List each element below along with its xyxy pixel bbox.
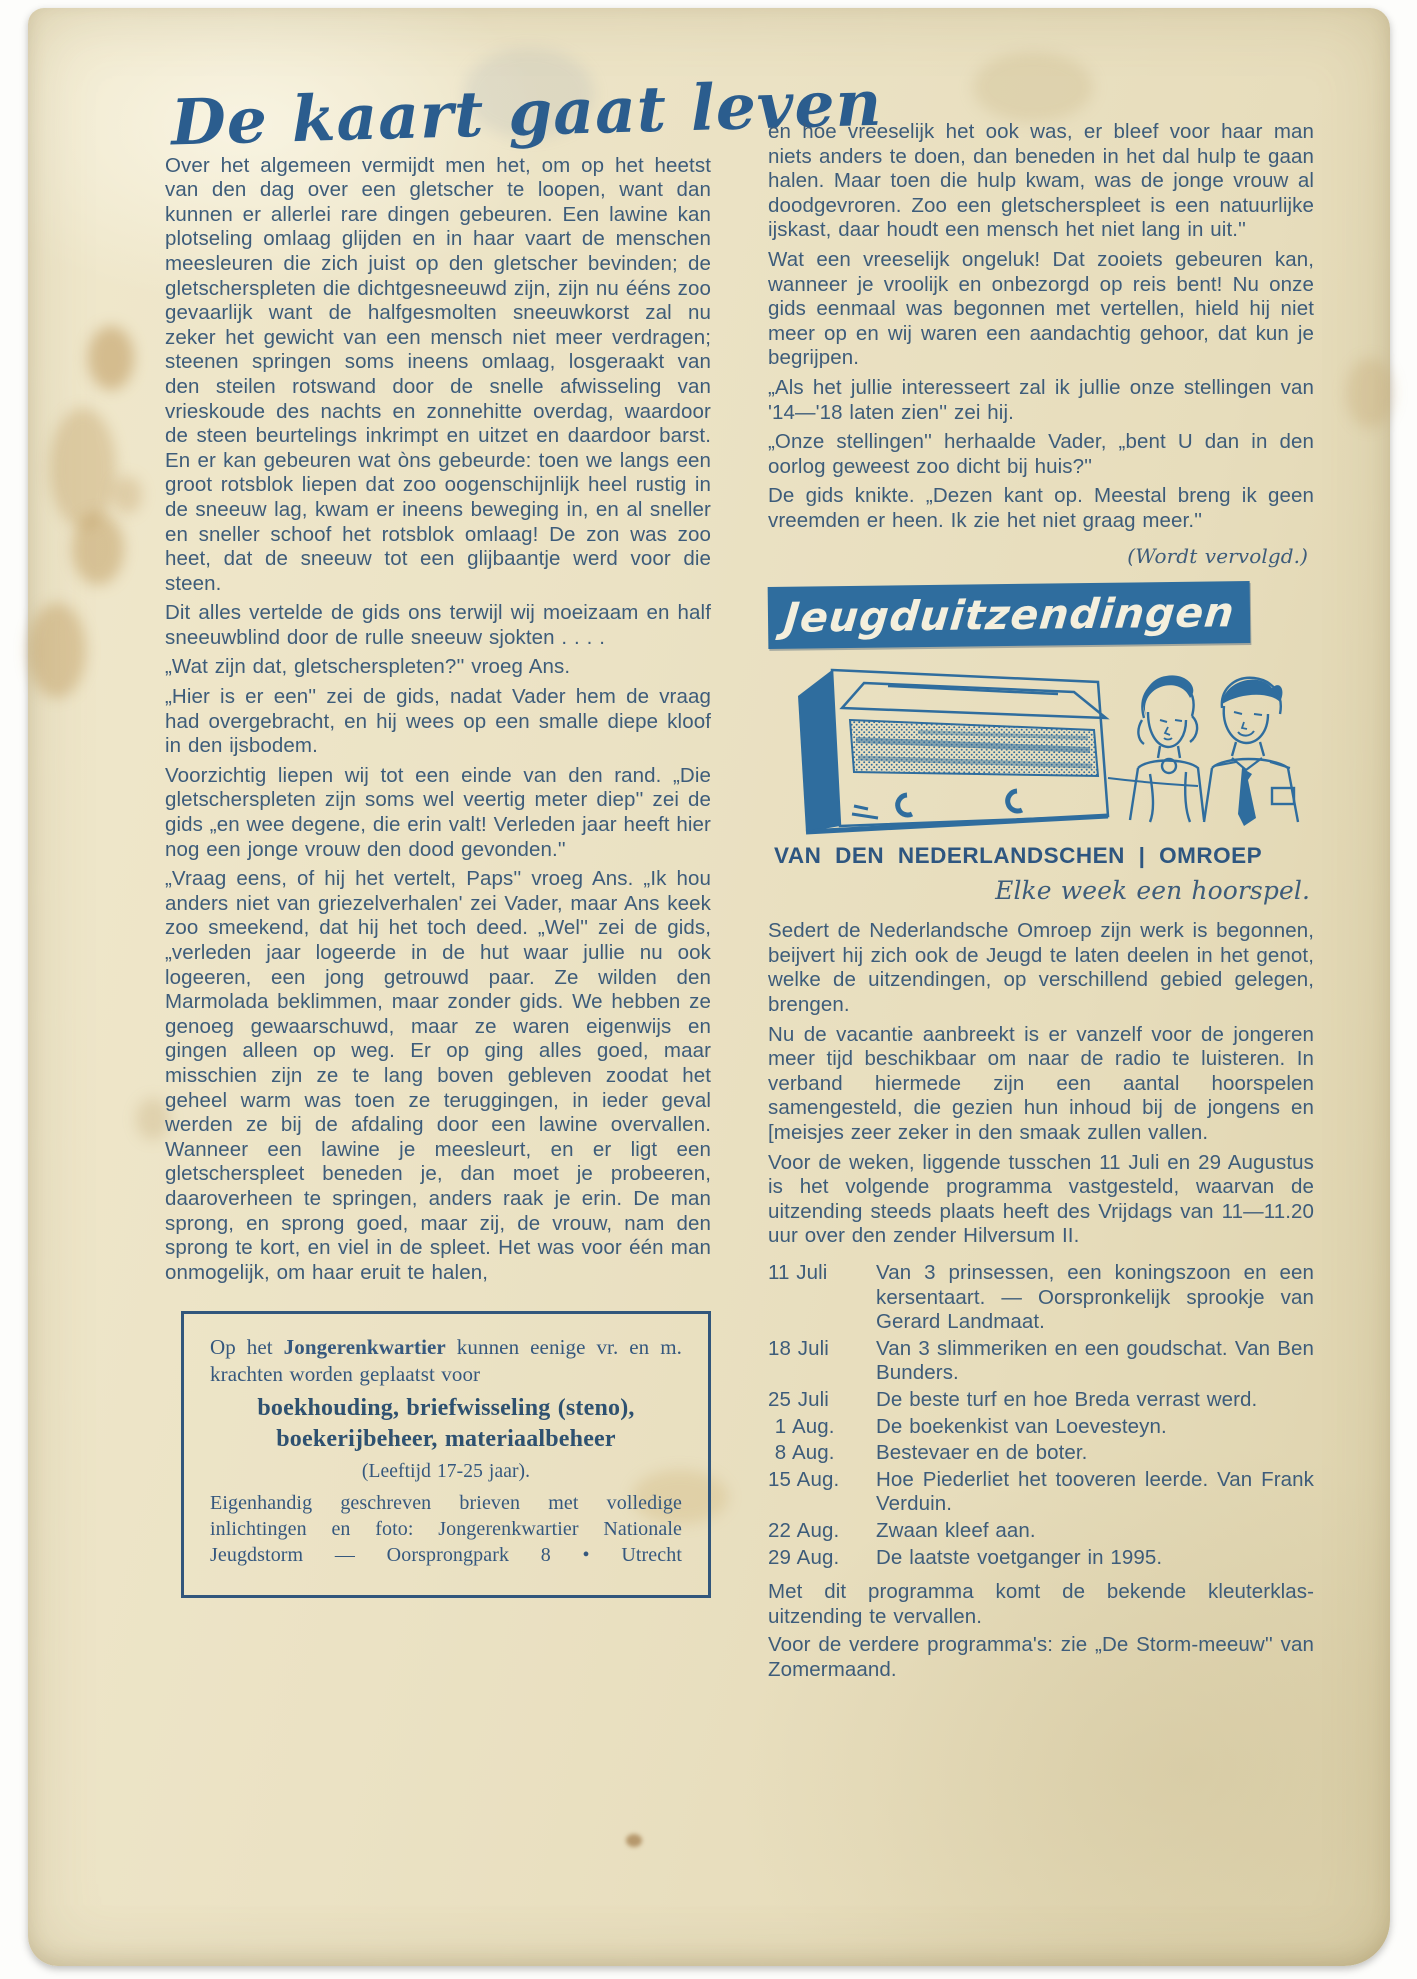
- jeugd-paragraph: Sedert de Nederlandsche Omroep zijn werk is begonnen, beijvert hij zich ook de Jeugd te laten deelen in het genot, welke de uitzendingen, op verschillend gebied gelegen, brengen.: [768, 919, 1314, 1017]
- stain: [88, 326, 134, 390]
- paper-sheet: [28, 8, 1390, 1966]
- schedule-title: Van 3 prinsessen, een koningszoon en een kersentaart. — Oorspronkelijk sprookje van Gerard Landmaat.: [876, 1261, 1314, 1334]
- ad-age-note: (Leeftijd 17-25 jaar).: [361, 1461, 531, 1483]
- story-paragraph: „Als het jullie interesseert zal ik jullie onze stellingen van '14—'18 laten zien'' zei hij.: [768, 375, 1314, 424]
- stain: [973, 52, 1093, 122]
- jeugd-paragraph: Voor de verdere programma's: zie „De Storm-meeuw'' van Zomermaand.: [768, 1633, 1314, 1681]
- schedule-row: [768, 1468, 1314, 1517]
- schedule-date: 25 Juli: [768, 1387, 829, 1411]
- ad-positions-line: boekerijbeheer, materiaalbeheer: [276, 1426, 616, 1453]
- ad-positions-line: boekhouding, briefwisseling (steno),: [257, 1395, 635, 1422]
- omroep-byline: VAN DEN NEDERLANDSCHEN | OMROEP: [774, 843, 1263, 869]
- page-title: De kaart gaat leven: [170, 65, 884, 160]
- radio-and-children-illustration: [768, 656, 1314, 838]
- stain: [626, 1834, 642, 1847]
- schedule-row: [768, 1261, 1314, 1335]
- hoorspel-tagline: Elke week een hoorspel.: [995, 875, 1310, 905]
- schedule-title: Van 3 slimmeriken en een goudschat. Van Ben Bunders.: [876, 1336, 1314, 1385]
- jeugd-outro: [768, 1580, 1314, 1682]
- radio-icon: [798, 670, 1198, 832]
- ad-intro-bold: Jongerenkwartier: [283, 1335, 446, 1360]
- schedule-title: Bestevaer en de boter.: [876, 1441, 1088, 1465]
- children-icon: [1130, 675, 1298, 826]
- right-column: [768, 120, 1314, 1687]
- schedule-title: Hoe Piederliet het tooveren leerde. Van Frank Verduin.: [876, 1467, 1314, 1516]
- story-paragraph: Wat een vreeselijk ongeluk! Dat zooiets gebeuren kan, wanneer je vroolijk en onbezorgd op reis bent! Nu onze gids eenmaal was begonnen met vertellen, hield hij niet meer op en wij waren een aandachtig gehoor, dat kun je begrijpen.: [768, 247, 1314, 370]
- story-paragraph: „Hier is er een'' zei de gids, nadat Vader hem de vraag had overgebracht, en hij wees op een smalle diepe kloof in den ijsbodem.: [165, 685, 711, 758]
- schedule-row: [768, 1337, 1314, 1386]
- story-paragraph: Voorzichtig liepen wij tot een einde van den rand. „Die gletscherspleten zijn soms wel veertig meter diep'' zei de gids „en wee degene, die erin valt! Verleden jaar heeft hier nog een jonge vrouw den dood gevonden.'': [165, 763, 711, 861]
- schedule-title: De laatste voetganger in 1995.: [876, 1545, 1163, 1569]
- story-paragraph: „Vraag eens, of hij het vertelt, Paps'' vroeg Ans. „Ik hou anders niet van griezelverhalen' zei Vader, maar Ans keek zoo smeekend, dat hij het toch deed. „Wel'' zei de gids, „verleden jaar logeerde in de hut waar jullie nu ook logeeren, een jong getrouwd paar. Ze wilden den Marmolada beklimmen, maar zonder gids. We hebben ze genoeg gewaarschuwd, maar ze waren eigenwijs en gingen alleen op weg. Er op ging alles goed, maar misschien zijn ze te lang boven gebleven zoodat het geheel warm was toen ze teruggingen, in ieder geval werden ze bij de afdaling door een lawine overvallen. Wanneer een lawine je meesleurt, en er ligt een gletscherspleet beneden je, dan moet je probeeren, daaroverheen te springen, anders raak je erin. De man sprong, en sprong goed, maar zij, de vrouw, nam den sprong te kort, en viel in de spleet. Het was voor één man onmogelijk, om haar eruit te halen,: [165, 867, 711, 1284]
- jeugd-paragraph: Met dit programma komt de bekende kleuterklas-uitzending te vervallen.: [768, 1580, 1314, 1628]
- schedule-date: 29 Aug.: [768, 1545, 840, 1569]
- jeugduitzendingen-banner: [768, 581, 1251, 649]
- schedule-title: De beste turf en hoe Breda verrast werd.: [876, 1387, 1258, 1411]
- schedule-row: [768, 1388, 1314, 1413]
- ad-apply-text: Eigenhandig geschreven brieven met volledige inlichtingen en foto: Jongerenkwartier Nationale Jeugdstorm — Oorsprongpark 8 • Utrecht: [210, 1491, 682, 1566]
- stain: [50, 408, 116, 528]
- schedule-date: 15 Aug.: [768, 1467, 840, 1491]
- schedule-row: [768, 1519, 1314, 1544]
- jeugd-paragraph: Voor de weken, liggende tusschen 11 Juli en 29 Augustus is het volgende programma vastgesteld, waarvan de uitzending steeds plaats heeft des Vrijdags van 11—11.20 uur over den zender Hilversum II.: [768, 1150, 1314, 1248]
- ad-positions: [210, 1393, 682, 1455]
- jeugd-paragraph: Nu de vacantie aanbreekt is er vanzelf voor de jongeren meer tijd beschikbaar om naar de radio te luisteren. In verband hiermede zijn een aantal hoorspelen samengesteld, die gezien hun inhoud bij de jongens en [meisjes zeer zeker in den smaak zullen vallen.: [768, 1022, 1314, 1145]
- story-paragraph: „Onze stellingen'' herhaalde Vader, „bent U dan in den oorlog geweest zoo dicht bij huis?'': [768, 430, 1314, 478]
- ad-intro: [210, 1334, 682, 1388]
- broadcast-schedule: [768, 1261, 1314, 1570]
- jongerenkwartier-ad-box: [181, 1311, 711, 1598]
- story-paragraph: Dit alles vertelde de gids ons terwijl wij moeizaam en half sneeuwblind door de rulle sneeuw sjokten . . . .: [165, 601, 711, 649]
- banner-label: Jeugduitzendingen: [781, 588, 1237, 642]
- stain: [28, 603, 86, 698]
- story-paragraph: „Wat zijn dat, gletscherspleten?'' vroeg Ans.: [165, 655, 571, 679]
- schedule-row: [768, 1546, 1314, 1571]
- stain: [1346, 358, 1394, 428]
- story-paragraph: De gids knikte. „Dezen kant op. Meestal breng ik geen vreemden er heen. Ik zie het niet graag meer.'': [768, 484, 1314, 532]
- stain: [112, 476, 142, 514]
- schedule-date: 11 Juli: [768, 1261, 828, 1284]
- stain: [72, 513, 124, 585]
- ad-intro-text: Op het: [210, 1335, 284, 1360]
- schedule-date: 1 Aug.: [768, 1414, 835, 1438]
- schedule-date: 18 Juli: [768, 1336, 829, 1360]
- schedule-title: De boekenkist van Loevesteyn.: [876, 1414, 1167, 1438]
- schedule-date: 8 Aug.: [768, 1441, 835, 1465]
- story-paragraph: en hoe vreeselijk het ook was, er bleef voor haar man niets anders te doen, dan beneden in het dal hulp te gaan halen. Maar toen die hulp kwam, was de jonge vrouw al doodgevroren. Zoo een gletscherspleet is een natuurlijke ijskast, daar houdt een mensch het niet lang in uit.'': [768, 120, 1314, 242]
- story-paragraph: Over het algemeen vermijdt men het, om op het heetst van den dag over een gletscher te loopen, want dan kunnen er allerlei rare dingen gebeuren. Een lawine kan plotseling omlaag glijden en in haar vaart de menschen meesleuren die zich juist op den gletscher bevinden; de gletscherspleten die dichtgesneeuwd zijn, zijn nu ééns zoo gevaarlijk want de halfgesmolten sneeuwkorst zal nu zeker het gewicht van een mensch niet meer verdragen; steenen springen soms ineens omlaag, losgeraakt van den steilen rotswand door de snelle afwisseling van vrieskoude des nachts en zonnehitte overdag, waardoor de steen beurtelings inkrimpt en uitzet en daardoor barst. En er kan gebeuren wat òns gebeurde: toen we langs een groot rotsblok liepen dat zoo oogenschijnlijk heel rustig in de sneeuw lag, kwam er ineens beweging in, en al sneller en sneller schoof het rotsblok omlaag! De zon was zoo heet, dat de sneeuw tot een glijbaantje werd voor die steen.: [165, 153, 711, 595]
- ad-intro-text: kunnen eenige vr. en m. krachten worden geplaatst voor: [210, 1335, 682, 1387]
- schedule-title: Zwaan kleef aan.: [876, 1518, 1036, 1542]
- schedule-row: [768, 1415, 1314, 1440]
- schedule-date: 22 Aug.: [768, 1518, 840, 1542]
- schedule-row: [768, 1441, 1314, 1466]
- continued-note: (Wordt vervolgd.): [1127, 543, 1308, 568]
